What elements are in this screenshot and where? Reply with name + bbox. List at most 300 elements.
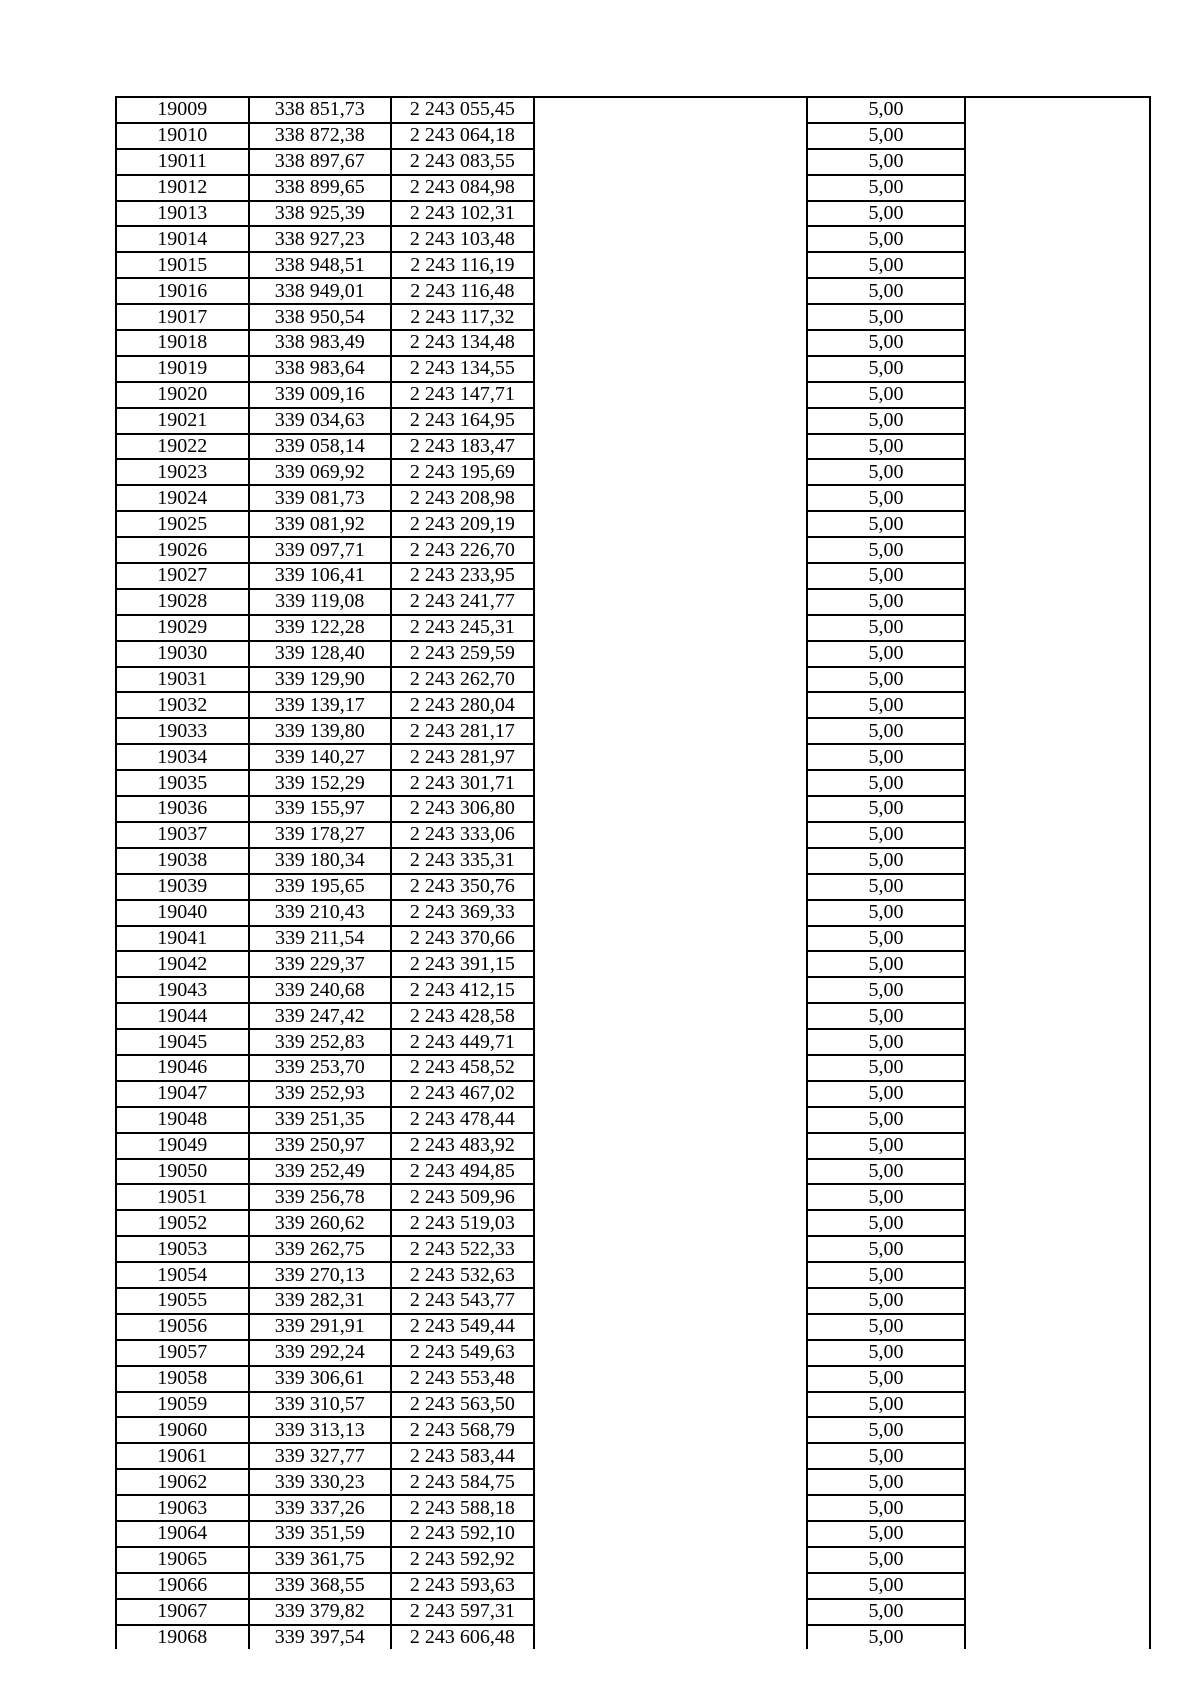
notes-cell xyxy=(965,1417,1150,1443)
y-coordinate-cell: 2 243 134,48 xyxy=(391,330,534,356)
x-coordinate-cell: 339 379,82 xyxy=(249,1599,392,1625)
x-coordinate-cell: 339 291,91 xyxy=(249,1314,392,1340)
value-cell: 5,00 xyxy=(807,1366,966,1392)
x-coordinate-cell: 339 139,17 xyxy=(249,692,392,718)
point-number-cell: 19061 xyxy=(116,1443,249,1469)
point-number-cell: 19010 xyxy=(116,123,249,149)
description-cell xyxy=(534,330,807,356)
value-cell: 5,00 xyxy=(807,744,966,770)
point-number-cell: 19033 xyxy=(116,718,249,744)
value-cell: 5,00 xyxy=(807,1521,966,1547)
value-cell: 5,00 xyxy=(807,692,966,718)
value-cell: 5,00 xyxy=(807,511,966,537)
table-row xyxy=(116,1573,1150,1599)
description-cell xyxy=(534,201,807,227)
table-row xyxy=(116,1003,1150,1029)
table-row xyxy=(116,1081,1150,1107)
table-row xyxy=(116,1547,1150,1573)
point-number-cell: 19015 xyxy=(116,252,249,278)
description-cell xyxy=(534,667,807,693)
value-cell: 5,00 xyxy=(807,1159,966,1185)
point-number-cell: 19025 xyxy=(116,511,249,537)
description-cell xyxy=(534,1340,807,1366)
value-cell: 5,00 xyxy=(807,1573,966,1599)
y-coordinate-cell: 2 243 369,33 xyxy=(391,900,534,926)
notes-cell xyxy=(965,874,1150,900)
notes-cell xyxy=(965,434,1150,460)
point-number-cell: 19026 xyxy=(116,537,249,563)
description-cell xyxy=(534,1003,807,1029)
notes-cell xyxy=(965,1495,1150,1521)
x-coordinate-cell: 339 081,92 xyxy=(249,511,392,537)
x-coordinate-cell: 339 270,13 xyxy=(249,1262,392,1288)
y-coordinate-cell: 2 243 195,69 xyxy=(391,459,534,485)
value-cell: 5,00 xyxy=(807,822,966,848)
table-row xyxy=(116,951,1150,977)
description-cell xyxy=(534,796,807,822)
y-coordinate-cell: 2 243 147,71 xyxy=(391,382,534,408)
x-coordinate-cell: 339 282,31 xyxy=(249,1288,392,1314)
notes-cell xyxy=(965,97,1150,123)
table-row xyxy=(116,149,1150,175)
description-cell xyxy=(534,1599,807,1625)
description-cell xyxy=(534,718,807,744)
x-coordinate-cell: 339 211,54 xyxy=(249,926,392,952)
description-cell xyxy=(534,356,807,382)
point-number-cell: 19048 xyxy=(116,1107,249,1133)
x-coordinate-cell: 339 180,34 xyxy=(249,848,392,874)
table-row xyxy=(116,1055,1150,1081)
table-row xyxy=(116,434,1150,460)
notes-cell xyxy=(965,1521,1150,1547)
notes-cell xyxy=(965,537,1150,563)
point-number-cell: 19012 xyxy=(116,175,249,201)
y-coordinate-cell: 2 243 208,98 xyxy=(391,485,534,511)
y-coordinate-cell: 2 243 183,47 xyxy=(391,434,534,460)
notes-cell xyxy=(965,1366,1150,1392)
description-cell xyxy=(534,226,807,252)
x-coordinate-cell: 339 129,90 xyxy=(249,667,392,693)
value-cell: 5,00 xyxy=(807,977,966,1003)
table-row xyxy=(116,459,1150,485)
y-coordinate-cell: 2 243 494,85 xyxy=(391,1159,534,1185)
value-cell: 5,00 xyxy=(807,175,966,201)
value-cell: 5,00 xyxy=(807,1340,966,1366)
y-coordinate-cell: 2 243 117,32 xyxy=(391,304,534,330)
description-cell xyxy=(534,252,807,278)
description-cell xyxy=(534,1107,807,1133)
table-row xyxy=(116,770,1150,796)
point-number-cell: 19065 xyxy=(116,1547,249,1573)
description-cell xyxy=(534,1029,807,1055)
description-cell xyxy=(534,1417,807,1443)
point-number-cell: 19047 xyxy=(116,1081,249,1107)
notes-cell xyxy=(965,356,1150,382)
value-cell: 5,00 xyxy=(807,1547,966,1573)
x-coordinate-cell: 339 240,68 xyxy=(249,977,392,1003)
notes-cell xyxy=(965,226,1150,252)
y-coordinate-cell: 2 243 584,75 xyxy=(391,1469,534,1495)
table-row xyxy=(116,356,1150,382)
x-coordinate-cell: 339 327,77 xyxy=(249,1443,392,1469)
y-coordinate-cell: 2 243 281,97 xyxy=(391,744,534,770)
description-cell xyxy=(534,304,807,330)
table-row xyxy=(116,1262,1150,1288)
point-number-cell: 19034 xyxy=(116,744,249,770)
point-number-cell: 19038 xyxy=(116,848,249,874)
y-coordinate-cell: 2 243 391,15 xyxy=(391,951,534,977)
description-cell xyxy=(534,1314,807,1340)
description-cell xyxy=(534,822,807,848)
notes-cell xyxy=(965,744,1150,770)
point-number-cell: 19027 xyxy=(116,563,249,589)
x-coordinate-cell: 339 229,37 xyxy=(249,951,392,977)
point-number-cell: 19046 xyxy=(116,1055,249,1081)
description-cell xyxy=(534,1159,807,1185)
y-coordinate-cell: 2 243 083,55 xyxy=(391,149,534,175)
value-cell: 5,00 xyxy=(807,1184,966,1210)
point-number-cell: 19056 xyxy=(116,1314,249,1340)
value-cell: 5,00 xyxy=(807,252,966,278)
notes-cell xyxy=(965,951,1150,977)
y-coordinate-cell: 2 243 563,50 xyxy=(391,1392,534,1418)
value-cell: 5,00 xyxy=(807,434,966,460)
notes-cell xyxy=(965,201,1150,227)
description-cell xyxy=(534,1210,807,1236)
x-coordinate-cell: 339 361,75 xyxy=(249,1547,392,1573)
point-number-cell: 19049 xyxy=(116,1133,249,1159)
value-cell: 5,00 xyxy=(807,278,966,304)
table-row xyxy=(116,900,1150,926)
x-coordinate-cell: 339 251,35 xyxy=(249,1107,392,1133)
x-coordinate-cell: 339 337,26 xyxy=(249,1495,392,1521)
table-row xyxy=(116,1469,1150,1495)
point-number-cell: 19067 xyxy=(116,1599,249,1625)
y-coordinate-cell: 2 243 467,02 xyxy=(391,1081,534,1107)
description-cell xyxy=(534,382,807,408)
x-coordinate-cell: 338 948,51 xyxy=(249,252,392,278)
x-coordinate-cell: 339 252,83 xyxy=(249,1029,392,1055)
table-row xyxy=(116,330,1150,356)
value-cell: 5,00 xyxy=(807,926,966,952)
table-row xyxy=(116,1314,1150,1340)
table-row xyxy=(116,1392,1150,1418)
y-coordinate-cell: 2 243 553,48 xyxy=(391,1366,534,1392)
notes-cell xyxy=(965,1055,1150,1081)
table-row xyxy=(116,1210,1150,1236)
table-row xyxy=(116,511,1150,537)
table-row xyxy=(116,278,1150,304)
y-coordinate-cell: 2 243 458,52 xyxy=(391,1055,534,1081)
table-row xyxy=(116,926,1150,952)
x-coordinate-cell: 339 034,63 xyxy=(249,408,392,434)
table-row xyxy=(116,692,1150,718)
value-cell: 5,00 xyxy=(807,226,966,252)
notes-cell xyxy=(965,278,1150,304)
x-coordinate-cell: 338 897,67 xyxy=(249,149,392,175)
y-coordinate-cell: 2 243 241,77 xyxy=(391,589,534,615)
table-row xyxy=(116,1029,1150,1055)
point-number-cell: 19053 xyxy=(116,1236,249,1262)
description-cell xyxy=(534,408,807,434)
y-coordinate-cell: 2 243 597,31 xyxy=(391,1599,534,1625)
description-cell xyxy=(534,641,807,667)
y-coordinate-cell: 2 243 209,19 xyxy=(391,511,534,537)
x-coordinate-cell: 339 009,16 xyxy=(249,382,392,408)
description-cell xyxy=(534,1392,807,1418)
notes-cell xyxy=(965,511,1150,537)
value-cell: 5,00 xyxy=(807,1003,966,1029)
notes-cell xyxy=(965,485,1150,511)
value-cell: 5,00 xyxy=(807,304,966,330)
notes-cell xyxy=(965,1107,1150,1133)
y-coordinate-cell: 2 243 549,44 xyxy=(391,1314,534,1340)
notes-cell xyxy=(965,1469,1150,1495)
point-number-cell: 19062 xyxy=(116,1469,249,1495)
description-cell xyxy=(534,563,807,589)
point-number-cell: 19029 xyxy=(116,615,249,641)
notes-cell xyxy=(965,123,1150,149)
value-cell: 5,00 xyxy=(807,796,966,822)
description-cell xyxy=(534,926,807,952)
point-number-cell: 19059 xyxy=(116,1392,249,1418)
y-coordinate-cell: 2 243 583,44 xyxy=(391,1443,534,1469)
y-coordinate-cell: 2 243 103,48 xyxy=(391,226,534,252)
value-cell: 5,00 xyxy=(807,356,966,382)
table-row xyxy=(116,874,1150,900)
x-coordinate-cell: 339 262,75 xyxy=(249,1236,392,1262)
x-coordinate-cell: 339 351,59 xyxy=(249,1521,392,1547)
point-number-cell: 19024 xyxy=(116,485,249,511)
point-number-cell: 19035 xyxy=(116,770,249,796)
notes-cell xyxy=(965,900,1150,926)
x-coordinate-cell: 339 106,41 xyxy=(249,563,392,589)
y-coordinate-cell: 2 243 055,45 xyxy=(391,97,534,123)
x-coordinate-cell: 339 260,62 xyxy=(249,1210,392,1236)
notes-cell xyxy=(965,1003,1150,1029)
description-cell xyxy=(534,770,807,796)
x-coordinate-cell: 339 306,61 xyxy=(249,1366,392,1392)
point-number-cell: 19040 xyxy=(116,900,249,926)
value-cell: 5,00 xyxy=(807,1392,966,1418)
point-number-cell: 19050 xyxy=(116,1159,249,1185)
notes-cell xyxy=(965,1184,1150,1210)
point-number-cell: 19013 xyxy=(116,201,249,227)
description-cell xyxy=(534,1625,807,1650)
y-coordinate-cell: 2 243 532,63 xyxy=(391,1262,534,1288)
y-coordinate-cell: 2 243 592,10 xyxy=(391,1521,534,1547)
y-coordinate-cell: 2 243 509,96 xyxy=(391,1184,534,1210)
description-cell xyxy=(534,744,807,770)
notes-cell xyxy=(965,1340,1150,1366)
table-row xyxy=(116,1521,1150,1547)
description-cell xyxy=(534,537,807,563)
table-row xyxy=(116,97,1150,123)
point-number-cell: 19042 xyxy=(116,951,249,977)
value-cell: 5,00 xyxy=(807,848,966,874)
point-number-cell: 19019 xyxy=(116,356,249,382)
x-coordinate-cell: 339 069,92 xyxy=(249,459,392,485)
y-coordinate-cell: 2 243 449,71 xyxy=(391,1029,534,1055)
description-cell xyxy=(534,175,807,201)
point-number-cell: 19016 xyxy=(116,278,249,304)
notes-cell xyxy=(965,1133,1150,1159)
value-cell: 5,00 xyxy=(807,1417,966,1443)
table-row xyxy=(116,408,1150,434)
point-number-cell: 19041 xyxy=(116,926,249,952)
point-number-cell: 19011 xyxy=(116,149,249,175)
notes-cell xyxy=(965,1573,1150,1599)
notes-cell xyxy=(965,615,1150,641)
notes-cell xyxy=(965,1314,1150,1340)
point-number-cell: 19066 xyxy=(116,1573,249,1599)
x-coordinate-cell: 338 983,64 xyxy=(249,356,392,382)
value-cell: 5,00 xyxy=(807,330,966,356)
point-number-cell: 19037 xyxy=(116,822,249,848)
table-row xyxy=(116,744,1150,770)
point-number-cell: 19057 xyxy=(116,1340,249,1366)
x-coordinate-cell: 339 250,97 xyxy=(249,1133,392,1159)
description-cell xyxy=(534,977,807,1003)
notes-cell xyxy=(965,977,1150,1003)
x-coordinate-cell: 339 139,80 xyxy=(249,718,392,744)
x-coordinate-cell: 339 210,43 xyxy=(249,900,392,926)
value-cell: 5,00 xyxy=(807,1029,966,1055)
x-coordinate-cell: 339 368,55 xyxy=(249,1573,392,1599)
value-cell: 5,00 xyxy=(807,485,966,511)
y-coordinate-cell: 2 243 164,95 xyxy=(391,408,534,434)
x-coordinate-cell: 338 872,38 xyxy=(249,123,392,149)
point-number-cell: 19052 xyxy=(116,1210,249,1236)
x-coordinate-cell: 339 122,28 xyxy=(249,615,392,641)
point-number-cell: 19039 xyxy=(116,874,249,900)
notes-cell xyxy=(965,1443,1150,1469)
x-coordinate-cell: 338 851,73 xyxy=(249,97,392,123)
x-coordinate-cell: 339 128,40 xyxy=(249,641,392,667)
x-coordinate-cell: 339 097,71 xyxy=(249,537,392,563)
y-coordinate-cell: 2 243 259,59 xyxy=(391,641,534,667)
y-coordinate-cell: 2 243 478,44 xyxy=(391,1107,534,1133)
y-coordinate-cell: 2 243 116,48 xyxy=(391,278,534,304)
x-coordinate-cell: 338 927,23 xyxy=(249,226,392,252)
value-cell: 5,00 xyxy=(807,1081,966,1107)
notes-cell xyxy=(965,563,1150,589)
notes-cell xyxy=(965,1081,1150,1107)
value-cell: 5,00 xyxy=(807,1469,966,1495)
value-cell: 5,00 xyxy=(807,459,966,485)
value-cell: 5,00 xyxy=(807,408,966,434)
x-coordinate-cell: 339 397,54 xyxy=(249,1625,392,1650)
table-row xyxy=(116,1340,1150,1366)
point-number-cell: 19063 xyxy=(116,1495,249,1521)
y-coordinate-cell: 2 243 116,19 xyxy=(391,252,534,278)
value-cell: 5,00 xyxy=(807,537,966,563)
notes-cell xyxy=(965,382,1150,408)
y-coordinate-cell: 2 243 301,71 xyxy=(391,770,534,796)
description-cell xyxy=(534,1184,807,1210)
point-number-cell: 19030 xyxy=(116,641,249,667)
notes-cell xyxy=(965,667,1150,693)
description-cell xyxy=(534,1236,807,1262)
point-number-cell: 19023 xyxy=(116,459,249,485)
y-coordinate-cell: 2 243 370,66 xyxy=(391,926,534,952)
y-coordinate-cell: 2 243 428,58 xyxy=(391,1003,534,1029)
table-row xyxy=(116,1107,1150,1133)
y-coordinate-cell: 2 243 134,55 xyxy=(391,356,534,382)
value-cell: 5,00 xyxy=(807,615,966,641)
description-cell xyxy=(534,1081,807,1107)
notes-cell xyxy=(965,848,1150,874)
description-cell xyxy=(534,1262,807,1288)
notes-cell xyxy=(965,589,1150,615)
description-cell xyxy=(534,900,807,926)
point-number-cell: 19009 xyxy=(116,97,249,123)
x-coordinate-cell: 339 252,49 xyxy=(249,1159,392,1185)
notes-cell xyxy=(965,822,1150,848)
description-cell xyxy=(534,1443,807,1469)
point-number-cell: 19018 xyxy=(116,330,249,356)
description-cell xyxy=(534,485,807,511)
value-cell: 5,00 xyxy=(807,123,966,149)
x-coordinate-cell: 339 256,78 xyxy=(249,1184,392,1210)
y-coordinate-cell: 2 243 588,18 xyxy=(391,1495,534,1521)
notes-cell xyxy=(965,149,1150,175)
table-row xyxy=(116,641,1150,667)
x-coordinate-cell: 339 195,65 xyxy=(249,874,392,900)
notes-cell xyxy=(965,1210,1150,1236)
point-number-cell: 19058 xyxy=(116,1366,249,1392)
y-coordinate-cell: 2 243 350,76 xyxy=(391,874,534,900)
description-cell xyxy=(534,874,807,900)
point-number-cell: 19068 xyxy=(116,1625,249,1650)
table-row xyxy=(116,123,1150,149)
value-cell: 5,00 xyxy=(807,1133,966,1159)
description-cell xyxy=(534,848,807,874)
value-cell: 5,00 xyxy=(807,1314,966,1340)
value-cell: 5,00 xyxy=(807,900,966,926)
table-row xyxy=(116,226,1150,252)
description-cell xyxy=(534,1547,807,1573)
description-cell xyxy=(534,589,807,615)
table-row xyxy=(116,1184,1150,1210)
x-coordinate-cell: 339 253,70 xyxy=(249,1055,392,1081)
description-cell xyxy=(534,1521,807,1547)
value-cell: 5,00 xyxy=(807,951,966,977)
y-coordinate-cell: 2 243 245,31 xyxy=(391,615,534,641)
table-row xyxy=(116,589,1150,615)
value-cell: 5,00 xyxy=(807,1495,966,1521)
description-cell xyxy=(534,459,807,485)
table-row xyxy=(116,718,1150,744)
x-coordinate-cell: 338 925,39 xyxy=(249,201,392,227)
y-coordinate-cell: 2 243 543,77 xyxy=(391,1288,534,1314)
description-cell xyxy=(534,1288,807,1314)
point-number-cell: 19022 xyxy=(116,434,249,460)
notes-cell xyxy=(965,1288,1150,1314)
table-row xyxy=(116,796,1150,822)
description-cell xyxy=(534,123,807,149)
point-number-cell: 19060 xyxy=(116,1417,249,1443)
notes-cell xyxy=(965,1599,1150,1625)
point-number-cell: 19028 xyxy=(116,589,249,615)
description-cell xyxy=(534,278,807,304)
value-cell: 5,00 xyxy=(807,563,966,589)
notes-cell xyxy=(965,926,1150,952)
table-row xyxy=(116,1443,1150,1469)
value-cell: 5,00 xyxy=(807,874,966,900)
notes-cell xyxy=(965,304,1150,330)
y-coordinate-cell: 2 243 519,03 xyxy=(391,1210,534,1236)
